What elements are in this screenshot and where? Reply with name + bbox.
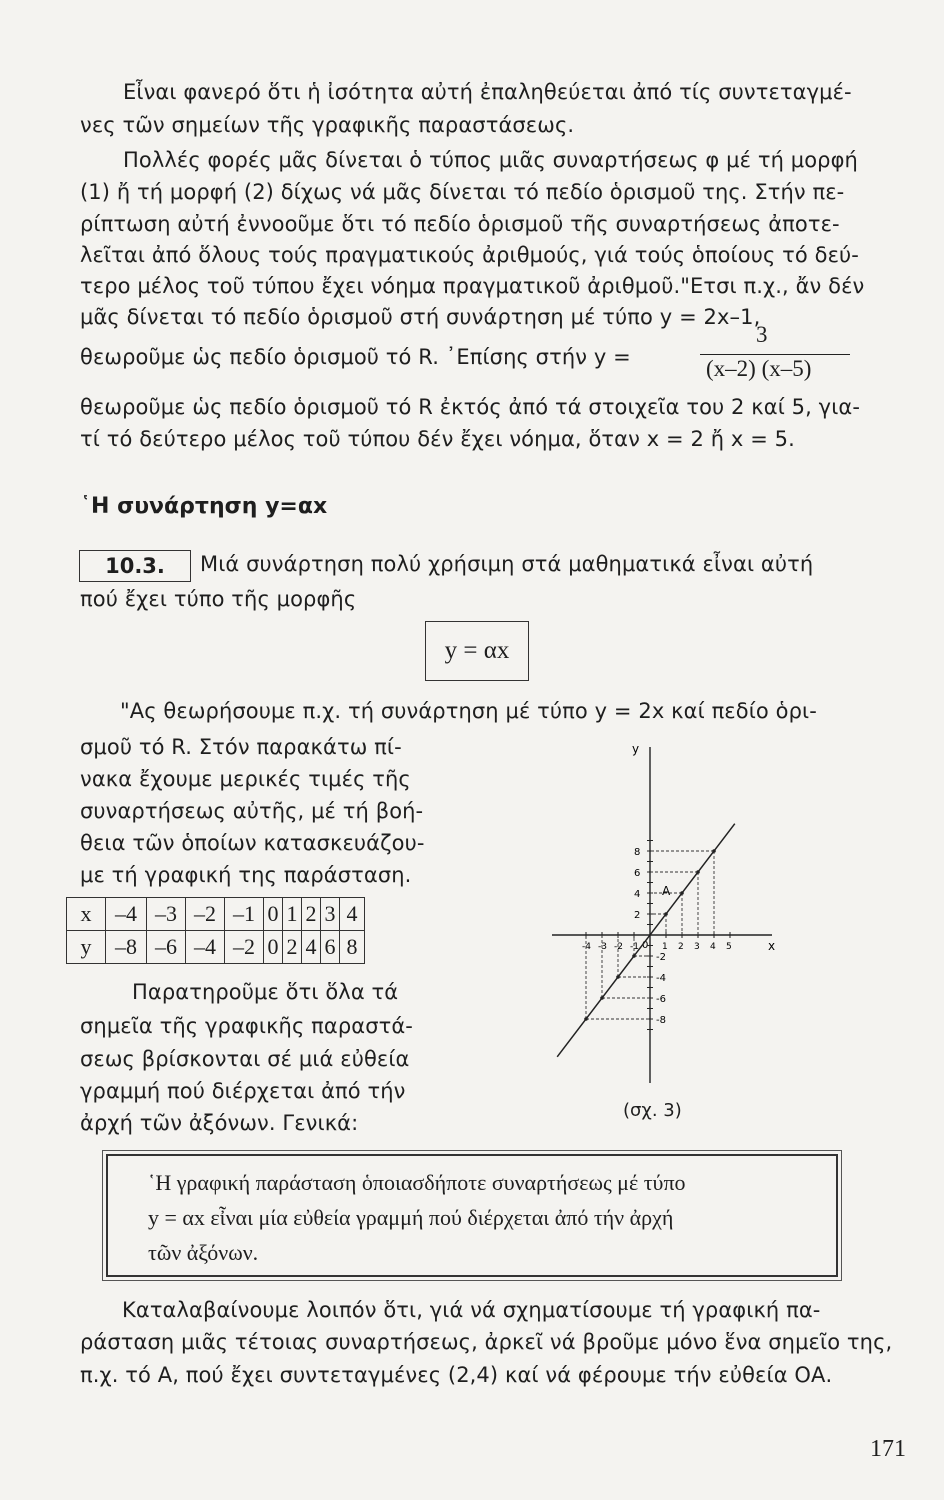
x-tick-label: -3 bbox=[598, 942, 607, 952]
y-tick-label: -6 bbox=[656, 994, 666, 1005]
observe-line-2: σημεῖα τῆς γραφικῆς παραστά- bbox=[80, 1014, 413, 1038]
after-line-1: θεωροῦμε ὡς πεδίο ὁρισμοῦ τό R ἐκτός ἀπό τά στοιχεῖα του 2 καί 5, για- bbox=[80, 395, 861, 419]
x-axis-label: x bbox=[768, 939, 776, 953]
observe-line-1: Παρατηροῦμε ὅτι ὅλα τά bbox=[132, 980, 399, 1004]
y-tick-label: -4 bbox=[656, 973, 666, 984]
rule-box bbox=[106, 1154, 838, 1277]
x-tick-label: 5 bbox=[726, 942, 732, 952]
table-cell: –2 bbox=[186, 898, 225, 931]
table-cell: 0 bbox=[264, 931, 283, 964]
origin-label: 0 bbox=[642, 940, 649, 951]
y-tick-label: 6 bbox=[634, 868, 641, 879]
section-heading: ῾Η συνάρτηση y=αx bbox=[80, 494, 328, 519]
example-line-5: με τή γραφική της παράσταση. bbox=[80, 863, 412, 887]
formula-box: y = αx bbox=[425, 621, 529, 681]
table-cell: –3 bbox=[147, 898, 186, 931]
intro-line-4: (1) ἤ τή μορφή (2) δίχως νά μᾶς δίνεται τό πεδίο ὁρισμοῦ της. Στήν πε- bbox=[80, 180, 845, 204]
intro-line-5: ρίπτωση αὐτή ἐννοοῦμε ὅτι τό πεδίο ὁρισμοῦ τῆς συναρτήσεως ἀποτε- bbox=[80, 212, 840, 236]
table-cell: 4 bbox=[302, 931, 321, 964]
table-cell: –2 bbox=[225, 931, 264, 964]
table-cell: 0 bbox=[264, 898, 283, 931]
table-row-x bbox=[67, 898, 365, 931]
intro-line-7: τερο μέλος τοῦ τύπου ἔχει νόημα πραγματικοῦ ἀριθμοῦ."Ετσι π.χ., ἄν δέν bbox=[80, 274, 865, 298]
function-graph bbox=[550, 735, 800, 1095]
table-row-y bbox=[67, 931, 365, 964]
fraction-bar bbox=[700, 354, 850, 355]
x-tick-label: 3 bbox=[694, 942, 700, 952]
y-axis-label: y bbox=[632, 742, 640, 756]
section-intro-2: πού ἔχει τύπο τῆς μορφῆς bbox=[80, 587, 357, 611]
point-a-label: A bbox=[662, 884, 671, 898]
fraction-denominator: (x–2) (x–5) bbox=[706, 356, 812, 381]
x-tick-label: 2 bbox=[678, 942, 684, 952]
conclusion-line-2: ράσταση μιᾶς τέτοιας συναρτήσεως, ἀρκεῖ νά βροῦμε μόνο ἕνα σημεῖο της, bbox=[80, 1330, 893, 1354]
observe-line-4: γραμμή πού διέρχεται ἀπό τήν bbox=[80, 1079, 406, 1103]
section-number: 10.3. bbox=[79, 550, 191, 582]
example-line-1: σμοῦ τό R. Στόν παρακάτω πί- bbox=[80, 735, 402, 759]
table-header-y: y bbox=[67, 931, 106, 964]
figure-caption: (σχ. 3) bbox=[623, 1100, 682, 1121]
rule-line-2: y = αx εἶναι μία εὐθεία γραμμή πού διέρχεται ἀπό τήν ἀρχή bbox=[148, 1205, 674, 1230]
example-first-line: "Ας θεωρήσουμε π.χ. τή συνάρτηση μέ τύπο y = 2x καί πεδίο ὁρι- bbox=[120, 699, 817, 723]
table-cell: 2 bbox=[302, 898, 321, 931]
table-cell: 2 bbox=[283, 931, 302, 964]
x-tick-label: -4 bbox=[582, 942, 591, 952]
table-cell: –4 bbox=[186, 931, 225, 964]
function-line bbox=[557, 824, 735, 1057]
table-cell: –4 bbox=[106, 898, 147, 931]
fraction-numerator: 3 bbox=[756, 322, 768, 347]
x-tick-label: 1 bbox=[662, 942, 668, 952]
conclusion-line-3: π.χ. τό A, πού ἔχει συντεταγμένες (2,4) καί νά φέρουμε τήν εὐθεία ΟΑ. bbox=[80, 1363, 833, 1387]
example-line-3: συναρτήσεως αὐτῆς, μέ τή βοή- bbox=[80, 799, 424, 823]
y-tick-label: 4 bbox=[634, 889, 641, 900]
observe-line-5: ἀρχή τῶν ἀξόνων. Γενικά: bbox=[80, 1111, 359, 1135]
y-tick-label: 2 bbox=[634, 910, 641, 921]
table-cell: –6 bbox=[147, 931, 186, 964]
table-cell: 4 bbox=[340, 898, 365, 931]
table-cell: 8 bbox=[340, 931, 365, 964]
intro-line-6: λεῖται ἀπό ὅλους τούς πραγματικούς ἀριθμούς, γιά τούς ὁποίους τό δεύ- bbox=[80, 243, 859, 267]
example-line-4: θεια τῶν ὁποίων κατασκευάζου- bbox=[80, 831, 425, 855]
x-tick-label: -2 bbox=[614, 942, 623, 952]
x-tick-label: 4 bbox=[710, 942, 716, 952]
conclusion-line-1: Καταλαβαίνουμε λοιπόν ὅτι, γιά νά σχηματίσουμε τή γραφική πα- bbox=[122, 1298, 821, 1322]
intro-line-1: Εἶναι φανερό ὅτι ἡ ἰσότητα αὐτή ἐπαληθεύεται ἀπό τίς συντεταγμέ- bbox=[123, 80, 852, 104]
table-cell: 3 bbox=[321, 898, 340, 931]
x-tick-label: -1 bbox=[630, 942, 639, 952]
values-table bbox=[66, 897, 365, 964]
section-intro-1: Μιά συνάρτηση πολύ χρήσιμη στά μαθηματικά εἶναι αὐτή bbox=[200, 552, 814, 576]
y-tick-label: -8 bbox=[656, 1015, 666, 1026]
observe-line-3: σεως βρίσκονται σέ μιά εὐθεία bbox=[80, 1047, 410, 1071]
domain-line: θεωροῦμε ὡς πεδίο ὁρισμοῦ τό R. ᾿Επίσης στήν y = bbox=[80, 345, 631, 369]
page-number: 171 bbox=[870, 1436, 906, 1462]
rule-line-3: τῶν ἀξόνων. bbox=[148, 1240, 259, 1265]
rule-line-1: ῾Η γραφική παράσταση ὁποιασδήποτε συναρτήσεως μέ τύπο bbox=[148, 1170, 686, 1195]
intro-line-8: μᾶς δίνεται τό πεδίο ὁρισμοῦ στή συνάρτηση μέ τύπο y = 2x–1, bbox=[80, 305, 761, 329]
table-cell: –8 bbox=[106, 931, 147, 964]
y-tick-label: -2 bbox=[656, 952, 666, 963]
intro-line-3: Πολλές φορές μᾶς δίνεται ὁ τύπος μιᾶς συναρτήσεως φ μέ τή μορφή bbox=[123, 148, 858, 172]
after-line-2: τί τό δεύτερο μέλος τοῦ τύπου δέν ἔχει νόημα, ὅταν x = 2 ἤ x = 5. bbox=[80, 427, 795, 451]
y-tick-label: 8 bbox=[634, 847, 641, 858]
table-header-x: x bbox=[67, 898, 106, 931]
table-cell: 6 bbox=[321, 931, 340, 964]
example-line-2: νακα ἔχουμε μερικές τιμές τῆς bbox=[80, 767, 411, 791]
intro-line-2: νες τῶν σημείων τῆς γραφικῆς παραστάσεως. bbox=[80, 113, 575, 137]
table-cell: –1 bbox=[225, 898, 264, 931]
table-cell: 1 bbox=[283, 898, 302, 931]
